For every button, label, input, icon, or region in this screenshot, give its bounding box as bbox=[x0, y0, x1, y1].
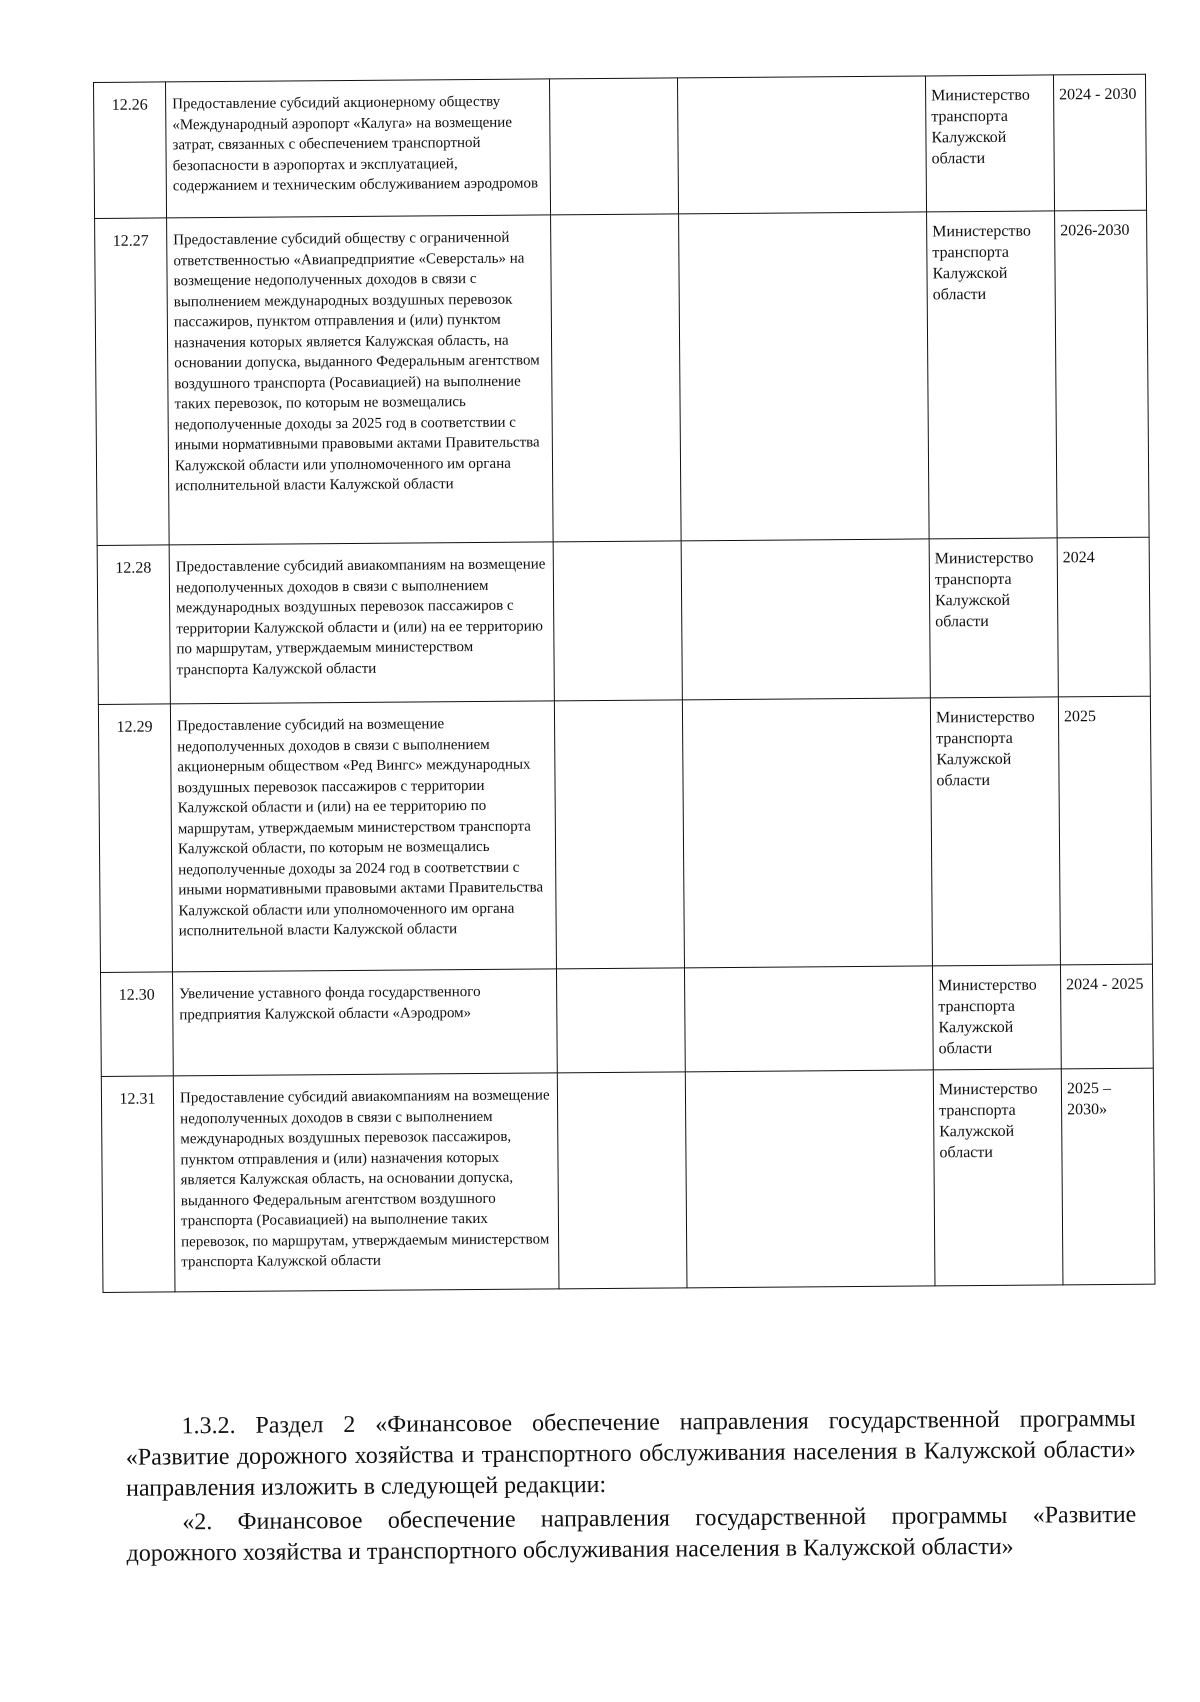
organization-text: Министерство транспорта Калужской области bbox=[934, 549, 1034, 631]
table-row bbox=[100, 964, 1153, 1076]
organization-text: Министерство транспорта Калужской области bbox=[932, 222, 1031, 304]
description-text: Предоставление субсидий авиакомпаниям на возмещение недополученных доходов в связи с выполнением международных воздушных перевозок пассажиров, пунктом отправления и (или) назначения которых является Калужская область, на основании допуска, выданного Федеральным агентством воздушного транспорта (Росавиацией) на выполнение таких перевозок, по маршрутам, утверждаемым министерством транспорта Калужской области bbox=[179, 1087, 550, 1271]
row-organization bbox=[925, 75, 1054, 212]
table-row bbox=[101, 1068, 1155, 1292]
row-period bbox=[1053, 74, 1146, 211]
row-period bbox=[1061, 1068, 1155, 1285]
period-text: 2024 - 2030 bbox=[1059, 85, 1137, 104]
row-organization bbox=[933, 1069, 1063, 1286]
row-description bbox=[169, 542, 554, 704]
empty-cell bbox=[679, 212, 930, 541]
row-period bbox=[1055, 210, 1150, 538]
table-row bbox=[95, 210, 1150, 545]
empty-cell bbox=[681, 539, 930, 700]
row-organization bbox=[930, 697, 1060, 966]
row-number: 12.28 bbox=[97, 545, 170, 705]
row-number: 12.26 bbox=[94, 82, 167, 219]
period-text: 2025 – 2030» bbox=[1066, 1080, 1112, 1119]
period-text: 2024 - 2025 bbox=[1066, 975, 1144, 994]
row-period bbox=[1060, 964, 1153, 1069]
description-text: Предоставление субсидий на возмещение недополученных доходов в связи с выполнением акционерным обществом «Ред Вингс» международных воздушных перевозок пассажиров с территории Калужской области и (или) на ее территорию по маршрутам, утверждаемым министерством транспорта Калужской области, по которым не возмещались недополученные доходы за 2024 год в соответствии с иными нормативными правовыми актами Правительства Калужской области или уполномоченного им органа исполнительной власти Калужской области bbox=[177, 716, 544, 940]
row-number: 12.27 bbox=[95, 218, 170, 546]
table-row bbox=[98, 696, 1152, 972]
organization-text: Министерство транспорта Калужской области bbox=[935, 708, 1035, 790]
empty-cell bbox=[554, 700, 684, 969]
row-description bbox=[173, 1073, 559, 1292]
description-text: Предоставление субсидий авиакомпаниям на возмещение недополученных доходов в связи с выполнением международных воздушных перевозок пассажиров с территории Калужской области и (или) на ее территорию по маршрутам, утверждаемым министерством транспорта Калужской области bbox=[175, 556, 546, 678]
row-period bbox=[1058, 696, 1152, 965]
organization-text: Министерство транспорта Калужской области bbox=[931, 86, 1030, 168]
empty-cell bbox=[553, 541, 682, 701]
row-number: 12.30 bbox=[100, 972, 173, 1077]
row-description bbox=[172, 969, 557, 1076]
paragraph-section-title: «2. Финансовое обеспечение направления государственной программы «Развитие дорожного хозяйства и транспортного обслуживания населения в Калужской области» bbox=[126, 1501, 1137, 1567]
paragraph-amendment: 1.3.2. Раздел 2 «Финансовое обеспечение направления государственной программы «Развитие дорожного хозяйства и транспортного обслуживания населения в Калужской области» направления изложить в следующей редакции: bbox=[125, 1405, 1136, 1502]
measures-table bbox=[93, 74, 1155, 1293]
organization-text: Министерство транспорта Калужской области bbox=[938, 976, 1037, 1058]
row-number: 12.31 bbox=[101, 1076, 175, 1293]
empty-cell bbox=[677, 76, 926, 214]
description-text: Предоставление субсидий акционерному обществу «Международный аэропорт «Калуга» на возмещение затрат, связанных с обеспечением транспортной безопасности в аэропортах и эксплуатацией, содержанием и техническим обслуживанием аэродромов bbox=[172, 93, 539, 195]
empty-cell bbox=[551, 214, 682, 542]
empty-cell bbox=[682, 698, 932, 968]
row-description bbox=[167, 215, 554, 545]
row-description bbox=[170, 701, 556, 972]
period-text: 2026-2030 bbox=[1060, 221, 1130, 240]
table-row bbox=[94, 74, 1147, 218]
empty-cell bbox=[684, 966, 933, 1072]
row-description bbox=[166, 79, 551, 218]
period-text: 2025 bbox=[1063, 708, 1097, 726]
empty-cell bbox=[556, 968, 685, 1073]
description-text: Увеличение уставного фонда государственного предприятия Калужской области «Аэродром» bbox=[179, 983, 481, 1023]
description-text: Предоставление субсидий обществу с ограниченной ответственностью «Авиапредприятие «Северсталь» на возмещение недополученных доходов в связи с выполнением международных воздушных перевозок пассажиров, пунктом отправления и (или) пунктом назначения которых является Калужская область, на основании допуска, выданного Федеральным агентством воздушного транспорта (Росавиацией) на выполнение таких перевозок, по которым не возмещались недополученные доходы за 2025 год в соответствии с иными нормативными правовыми актами Правительства Калужской области или уполномоченного им органа исполнительной власти Калужской области bbox=[173, 229, 540, 495]
empty-cell bbox=[549, 78, 678, 215]
row-organization bbox=[932, 965, 1061, 1070]
period-text: 2024 bbox=[1062, 549, 1095, 567]
row-period bbox=[1057, 537, 1150, 697]
row-organization bbox=[929, 538, 1058, 698]
row-organization bbox=[927, 211, 1058, 539]
empty-cell bbox=[557, 1072, 687, 1289]
empty-cell bbox=[685, 1070, 935, 1288]
table-row bbox=[97, 537, 1150, 704]
organization-text: Министерство транспорта Калужской области bbox=[938, 1080, 1038, 1162]
row-number: 12.29 bbox=[98, 704, 172, 973]
